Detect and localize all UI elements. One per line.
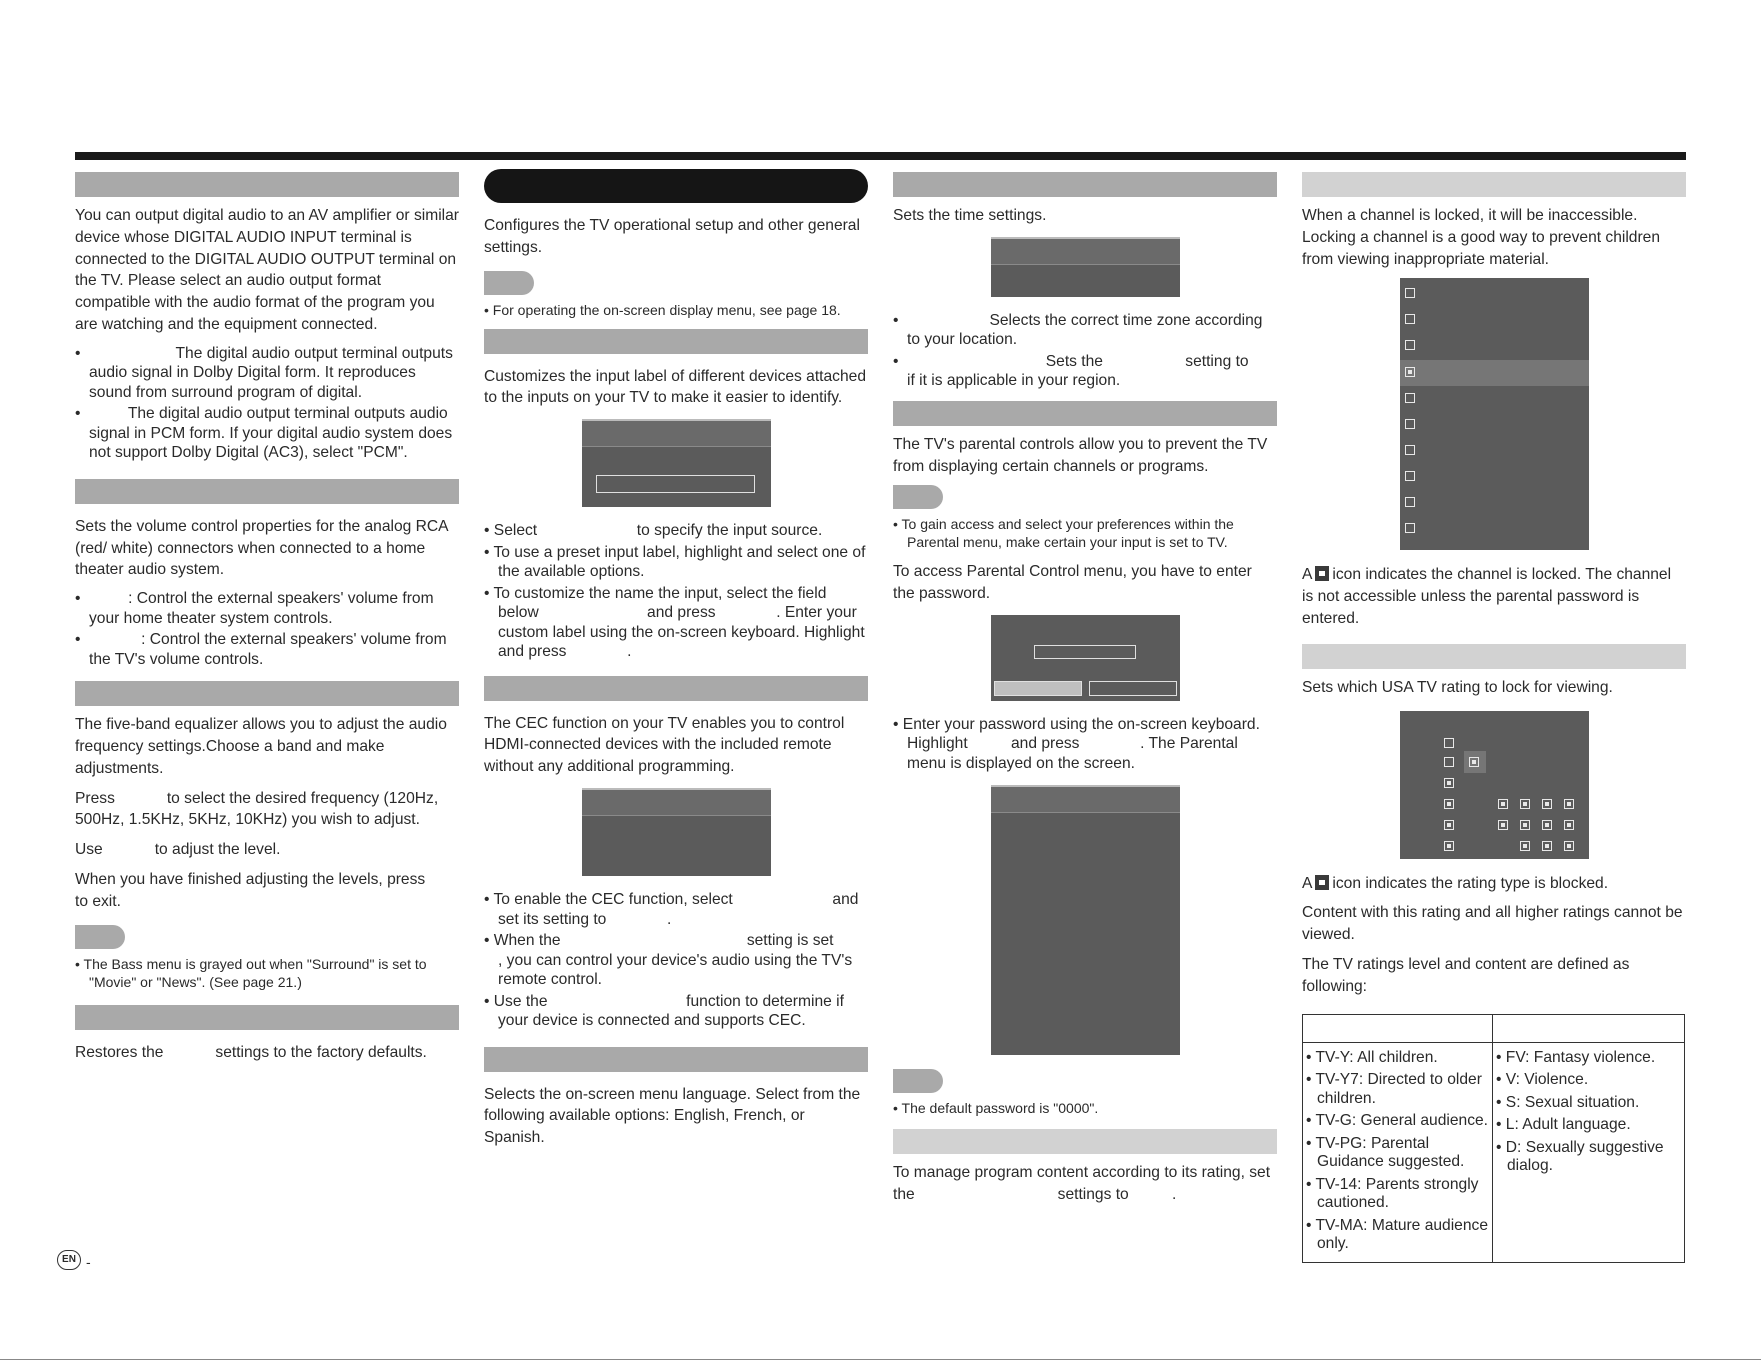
rating-definition-text: The TV ratings level and content are defined as following: <box>1302 955 1630 995</box>
rating-text: To manage program content according to its rating, set the settings to . <box>893 1164 1275 1204</box>
list-item: • FV: Fantasy violence. <box>1496 1048 1656 1066</box>
setup-intro-text: Configures the TV operational setup and other general settings. <box>484 217 860 256</box>
osd-note: • For operating the on-screen display menu, see page 18. <box>484 301 841 318</box>
time-screen <box>991 237 1180 297</box>
list-item: • V: Violence. <box>1496 1071 1589 1089</box>
password-note: • The default password is "0000". <box>893 1100 1099 1117</box>
input-label-text: Customizes the input label of different devices attached to the inputs on your TV to make it easier to identify. <box>484 367 866 407</box>
list-item: • L: Adult language. <box>1496 1116 1631 1134</box>
lock-icon <box>1315 566 1329 581</box>
section-header-bar <box>484 676 868 701</box>
channel-list-screen <box>1400 278 1589 550</box>
parental-screen <box>991 785 1180 1055</box>
audio-out-text: Sets the volume control properties for the analog RCA (red/ white) connectors when connected to a home theater audio system. <box>75 517 448 579</box>
column-3 <box>893 172 1292 1214</box>
checkbox-checked <box>1542 799 1552 809</box>
checkbox-checked <box>1520 799 1530 809</box>
parental-note: • To gain access and select your preferences within the Parental menu, make certain your input is set to TV. <box>893 516 1234 551</box>
checkbox <box>1405 393 1415 403</box>
password-text: To access Parental Control menu, you have to enter the password. <box>893 563 1252 603</box>
checkbox-checked <box>1498 799 1508 809</box>
checkbox <box>1405 288 1415 298</box>
rating-grid-screen <box>1400 711 1589 859</box>
section-header-bar <box>1302 644 1686 669</box>
note-tag <box>75 925 125 949</box>
list-item: • S: Sexual situation. <box>1496 1093 1640 1111</box>
equalizer-text: The five-band equalizer allows you to adjust the audio frequency settings.Choose a band and make adjustments. <box>75 716 447 777</box>
bullet-enable-cec: • To enable the CEC function, select and set its setting to . <box>484 891 863 928</box>
equalizer-exit-text: When you have finished adjusting the levels, press to exit. <box>75 870 478 910</box>
checkbox-checked <box>1564 799 1574 809</box>
section-header-bar <box>484 329 868 354</box>
checkbox-checked <box>1542 841 1552 851</box>
checkbox <box>1405 497 1415 507</box>
note-tag <box>484 271 534 295</box>
highlighted-row <box>1400 360 1589 386</box>
rating-table <box>1302 1014 1685 1263</box>
checkbox-checked <box>1564 820 1574 830</box>
list-item: • TV-Y: All children. <box>1306 1048 1438 1066</box>
cec-text: The CEC function on your TV enables you to control HDMI-connected devices with the included remote without any additional programming. <box>484 714 845 776</box>
checkbox <box>1405 340 1415 350</box>
bullet-dst: • Sets the setting to if it is applicable in your region. <box>893 352 1292 390</box>
password-field <box>1034 645 1136 659</box>
bass-note: • The Bass menu is grayed out when "Surround" is set to "Movie" or "News". (See page 21.) <box>75 955 427 990</box>
channel-block-text: When a channel is locked, it will be inaccessible. Locking a channel is a good way to prevent children from viewing inappropriate material. <box>1302 207 1661 268</box>
column-1 <box>75 172 478 1071</box>
section-header-bar <box>75 681 459 706</box>
language-text: Selects the on-screen menu language. Select from the following available options: English, French, or Spanish. <box>484 1085 861 1147</box>
parental-text: The TV's parental controls allow you to prevent the TV from displaying certain channels or programs. <box>893 435 1268 475</box>
checkbox-checked <box>1520 820 1530 830</box>
list-item: • TV-Y7: Directed to older children. <box>1306 1071 1482 1107</box>
checkbox <box>1405 419 1415 429</box>
content-types-cell <box>1493 1042 1685 1262</box>
bullet-variable: • : Control the external speakers' volume from your home theater system controls. <box>75 590 438 627</box>
list-item: • D: Sexually suggestive dialog. <box>1496 1138 1664 1175</box>
section-header-bar <box>1302 172 1686 197</box>
checkbox-checked <box>1444 820 1454 830</box>
section-header-bar <box>893 401 1277 426</box>
note-tag <box>893 1069 943 1093</box>
table-row <box>1303 1042 1685 1262</box>
checkbox-checked <box>1444 799 1454 809</box>
bullet-cec-audio: • When the setting is set , you can control your device's audio using the TV's remote control. <box>484 932 877 989</box>
checkbox <box>1405 523 1415 533</box>
usa-rating-text: Sets which USA TV rating to lock for viewing. <box>1302 678 1613 696</box>
checkbox-checked <box>1444 841 1454 851</box>
reset-text: Restores the settings to the factory defaults. <box>75 1043 427 1061</box>
bullet-pcm: • The digital audio output terminal outputs audio signal in PCM form. If your digital audio system does not support Dolby Digital (AC3), select "PCM". <box>75 405 457 462</box>
column-2 <box>484 169 908 1157</box>
blocked-icon-text: A icon indicates the rating type is blocked. <box>1302 874 1609 892</box>
section-header-bar <box>893 1129 1277 1154</box>
lock-icon-text: A icon indicates the channel is locked. The channel is not accessible unless the parental password is entered. <box>1302 566 1672 627</box>
cec-screen <box>582 788 771 876</box>
checkbox <box>1405 445 1415 455</box>
section-header-bar <box>893 172 1277 197</box>
table-header-row <box>1303 1014 1685 1042</box>
note-tag <box>893 485 943 509</box>
bullet-select-input: • Select to specify the input source. <box>484 522 823 540</box>
checkbox <box>1444 738 1454 748</box>
list-item: • TV-PG: Parental Guidance suggested. <box>1306 1134 1465 1171</box>
checkbox <box>1444 757 1454 767</box>
section-header-bar <box>75 172 459 197</box>
checkbox-checked <box>1542 820 1552 830</box>
input-label-screen <box>582 419 771 507</box>
checkbox-checked <box>1469 757 1479 767</box>
checkbox-checked <box>1520 841 1530 851</box>
bullet-cec-check: • Use the function to determine if your device is connected and supports CEC. <box>484 992 849 1030</box>
digital-audio-out-text: You can output digital audio to an AV amplifier or similar device whose DIGITAL AUDIO INPUT terminal is connected to the DIGITAL AUDIO OUTPUT terminal on the TV. Please select an audio output format compatible with the audio format of the program you are watching and the equipment connected. <box>75 207 460 333</box>
table-header-cell <box>1303 1014 1493 1042</box>
equalizer-use-text: Use to adjust the level. <box>75 841 281 859</box>
bullet-dolby: • The digital audio output terminal outputs audio signal in Dolby Digital form. It reproduces sound from surround program of digital. <box>75 344 458 401</box>
checkbox-checked <box>1498 820 1508 830</box>
cancel-button <box>1089 681 1177 696</box>
page-number-dash: - <box>86 1254 91 1270</box>
bullet-time-zone: • Selects the correct time zone according to your location. <box>893 311 1267 349</box>
rating-levels-cell <box>1303 1042 1493 1262</box>
table-header-cell <box>1493 1014 1685 1042</box>
list-item: • TV-G: General audience. <box>1306 1112 1489 1130</box>
equalizer-press-text: Press to select the desired frequency (120Hz, 500Hz, 1.5KHz, 5KHz, 10KHz) you wish to adjust. <box>75 789 443 829</box>
bottom-rule <box>0 1359 1761 1360</box>
checkbox-checked <box>1405 367 1415 377</box>
section-header-bar <box>75 479 459 504</box>
language-logo: EN <box>57 1250 81 1270</box>
bullet-enter-password: • Enter your password using the on-screen keyboard. Highlight and press . The Parental menu is displayed on the screen. <box>893 715 1265 772</box>
setup-header-pill <box>484 169 868 203</box>
label-input-field <box>596 475 755 493</box>
lock-icon <box>1315 875 1329 890</box>
ok-button <box>994 681 1082 696</box>
bullet-custom-label: • To customize the name the input, select the field below and press . Enter your custom label using the on-screen keyboard. Highlight and press . <box>484 584 908 661</box>
column-4 <box>1302 172 1686 1263</box>
time-text: Sets the time settings. <box>893 207 1047 224</box>
bullet-fixed: • : Control the external speakers' volume from the TV's volume controls. <box>75 631 451 668</box>
list-item: • TV-14: Parents strongly cautioned. <box>1306 1175 1479 1212</box>
list-item: • TV-MA: Mature audience only. <box>1306 1216 1488 1253</box>
checkbox <box>1405 471 1415 481</box>
section-header-bar <box>484 1047 868 1072</box>
checkbox-checked <box>1564 841 1574 851</box>
higher-rating-text: Content with this rating and all higher ratings cannot be viewed. <box>1302 904 1683 944</box>
top-rule <box>75 152 1686 160</box>
bullet-preset-label: • To use a preset input label, highlight and select one of the available options. <box>484 543 866 581</box>
checkbox <box>1405 314 1415 324</box>
password-screen <box>991 615 1180 701</box>
checkbox-checked <box>1444 778 1454 788</box>
section-header-bar <box>75 1005 459 1030</box>
